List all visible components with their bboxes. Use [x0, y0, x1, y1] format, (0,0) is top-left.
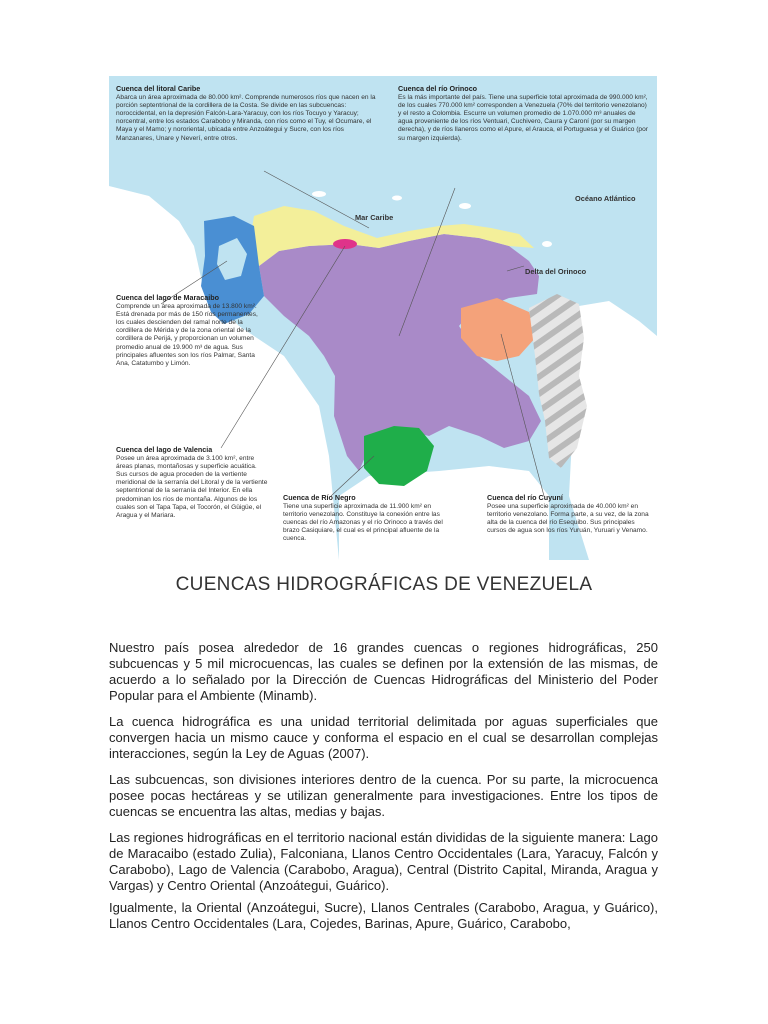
label-body: Abarca un área aproximada de 80.000 km². Comprende numerosos ríos que nacen en la porción septentrional de la cordillera de la Costa. Se divide en las subcuencas: noroccidental, en la depresión Falcón-Lara-Yaracuy, con los ríos Tocuyo y Yaracuy; norcentral, entre los estados Carabobo y Miranda, con ríos como el Tuy, el Ocumare, el Maya y el Mamo; y nororiental, ubicada entre Anzoátegui y Sucre, con los ríos Manzanares, Unare y Neverí, entre otros.: [116, 94, 376, 142]
label-oceano-atlantico: Océano Atlántico: [575, 194, 636, 203]
paragraph-2: La cuenca hidrográfica es una unidad territorial delimitada por aguas superficiales que convergen hacia un mismo cauce y conforma el espacio en el cual se desarrollan complejas interacciones, según la Ley de Aguas (2007).: [109, 714, 658, 761]
label-heading: Cuenca del lago de Valencia: [116, 445, 213, 454]
paragraph-3: Las subcuencas, son divisiones interiores dentro de la cuenca. Por su parte, la microcuenca posee pocas hectáreas y se utilizan generalmente para investigaciones. Entre los tipos de cuencas se encuentra las altas, medias y bajas.: [109, 772, 658, 819]
paragraph-4: Las regiones hidrográficas en el territorio nacional están divididas de la siguiente manera: Lago de Maracaibo (estado Zulia), Falconiana, Llanos Centro Occidentales (Lara, Yaracuy, Falcón y Carabobo), Lago de Valencia (Carabobo, Aragua), Central (Distrito Capital, Miranda, Aragua y Vargas) y Centro Oriental (Anzoátegui, Guárico).: [109, 830, 658, 893]
label-mar-caribe: Mar Caribe: [355, 213, 394, 222]
label-heading: Cuenca del litoral Caribe: [116, 84, 201, 93]
label-heading: Cuenca de Río Negro: [283, 493, 356, 502]
island: [542, 241, 552, 247]
paragraph-5: Igualmente, la Oriental (Anzoátegui, Sucre), Llanos Centrales (Carabobo, Aragua, y Guárico), Llanos Centro Occidentales (Lara, Cojedes, Barinas, Apure, Guárico, Carabobo,: [109, 900, 658, 931]
label-valencia: [116, 446, 268, 520]
label-body: Comprende un área aproximada de 13.800 km². Está drenada por más de 150 ríos permanentes, los cuales descienden del ramal norte de la cordillera de Mérida y de la zona oriental de la cordillera de Perijá, y proporcionan un volumen promedio anual de 19.900 m³ de agua. Sus principales afluentes son los ríos Palmar, Santa Ana, Catatumbo y Limón.: [116, 303, 258, 367]
label-delta-orinoco: Delta del Orinoco: [525, 267, 587, 276]
label-body: Tiene una superficie aproximada de 11.900 km² en territorio venezolano. Constituye la conexión entre las cuencas del río Amazonas y el río Orinoco a través del brazo Casiquiare, el cual es el principal afluente de la cuenca.: [283, 503, 443, 543]
esequibo-zone: [529, 294, 587, 468]
island: [459, 203, 471, 209]
label-rio-negro: [283, 494, 449, 544]
label-body: Posee un área aproximada de 3.100 km², entre áreas planas, montañosas y superficie acuática. Sus cursos de agua proceden de la vertiente meridional de la serranía del Litoral y de la vertiente septentrional de la serranía del Interior. En ella predominan los ríos de montaña. Algunos de los cuales son el Tapa Tapa, el Tocorón, el Güigüe, el Aragua y el Mariara.: [116, 455, 268, 519]
page-title: CUENCAS HIDROGRÁFICAS DE VENEZUELA: [175, 574, 593, 595]
paragraph-1: Nuestro país posea alrededor de 16 grandes cuencas o regiones hidrográficas, 250 subcuencas y 5 mil microcuencas, las cuales se definen por la extensión de las mismas, de acuerdo a lo señalado por la Dirección de Cuencas Hidrográficas del Ministerio del Poder Popular para el Ambiente (Minamb).: [109, 640, 658, 703]
label-orinoco: [398, 85, 650, 143]
label-body: Posee una superficie aproximada de 40.000 km² en territorio venezolano. Forma parte, a su vez, de la zona alta de la cuenca del río Esequibo. Sus principales cursos de agua son los ríos Yuruán, Yuruari y Venamo.: [487, 503, 649, 535]
island: [392, 196, 402, 201]
label-maracaibo: [116, 294, 268, 368]
label-litoral-caribe: [116, 85, 381, 143]
valencia-basin: [333, 239, 357, 249]
venezuela-basins-map: [109, 76, 657, 560]
label-heading: Cuenca del río Cuyuní: [487, 493, 563, 502]
label-body: Es la más importante del país. Tiene una superficie total aproximada de 990.000 km², de los cuales 770.000 km² corresponden a Venezuela (70% del territorio venezolano) y el resto a Colombia. Escurre un volumen promedio de 1.070.000 m³ anuales de agua proveniente de los ríos Ventuari, Cuchivero, Caura y Caroní (por su margen derecha), y de ríos llaneros como el Apure, el Arauca, el Portuguesa y el Guárico (por su margen izquierda).: [398, 94, 648, 142]
island: [312, 191, 326, 197]
label-heading: Cuenca del río Orinoco: [398, 84, 478, 93]
label-heading: Cuenca del lago de Maracaibo: [116, 293, 220, 302]
label-cuyuni: [487, 494, 653, 535]
